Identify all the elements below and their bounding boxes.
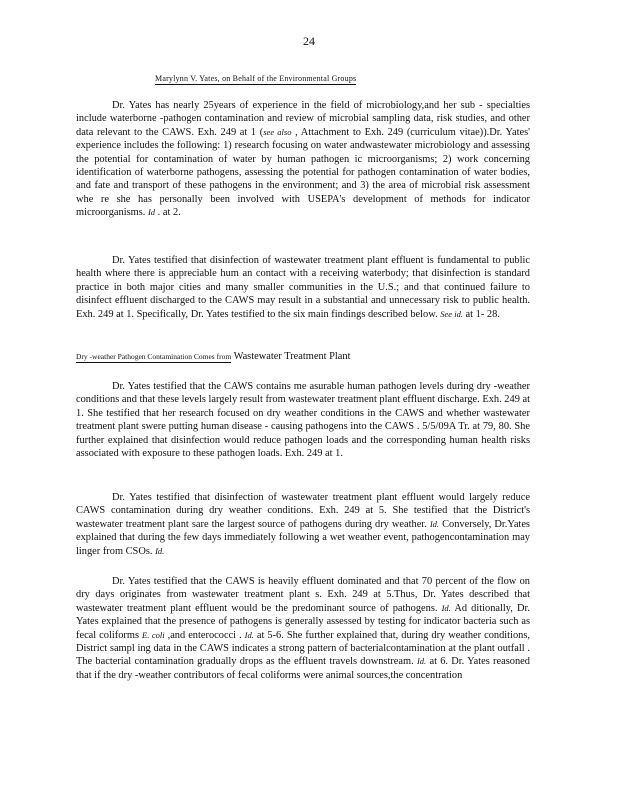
citation-signal: See id. bbox=[440, 308, 463, 319]
citation-signal: Id bbox=[147, 207, 156, 218]
citation-signal: Id. bbox=[155, 545, 165, 556]
text-run: ,and enterococci . bbox=[164, 629, 245, 641]
page-number: 24 bbox=[303, 34, 315, 48]
text-run: Dr. Yates testified that disinfection of wastewater treatment plant effluent would largely reduce CAWS contamination during dry weather conditions. Exh. 249 at 5. She testified that the District's wastewater treatment plant sare the largest source of pathogens during dry weather. bbox=[76, 492, 530, 530]
paragraph-disinfection bbox=[76, 254, 530, 321]
text-run: at 6. Dr. Yates reasoned that if the dry -weather contributors of fecal coliforms were animal sources,the concentration bbox=[76, 656, 530, 681]
text-run: Conversely, Dr.Yates explained that during the few days immediately following a wet weather event, pathogencontamination may linger from CSOs. bbox=[76, 518, 530, 557]
text-run: Dr. Yates testified that disinfection of wastewater treatment plant effluent is fundamental to public health where there is appreciable hum an contact with a receiving waterbody; that disinfection is standard practice in both major cities and many smaller communities in the U.S.; and that continued failure to disinfect effluent discharged to the CAWS may result in a substantial and unnecessary risk to public health. Exh. 249 at 1. Specifically, Dr. Yates testified to the six main findings described below. bbox=[76, 255, 530, 320]
text-run: at 1- 28. bbox=[462, 308, 500, 320]
text-run: Dr. Yates has nearly 25years of experience in the field of microbiology,and her sub - specialties include waterborne -pathogen contamination and review of microbial sampling data, risk studies, and other data relevant to the CAWS. Exh. 249 at 1 ( bbox=[76, 100, 530, 138]
section-heading-part: Wastewater Treatment Plant bbox=[231, 351, 351, 362]
section-heading-part: Dry -weather Pathogen Contamination Comes from bbox=[76, 352, 232, 361]
citation-signal: E. coli bbox=[142, 629, 165, 640]
citation-signal: see also bbox=[263, 126, 292, 137]
section-heading bbox=[76, 351, 351, 362]
paragraph-experience bbox=[76, 99, 530, 220]
text-run: Dr. Yates testified that the CAWS is heavily effluent dominated and that 70 percent of the flow on dry days originates from wastewater treatment plant s. Exh. 249 at 5.Thus, Dr. Yates described that wastewater treatment plant effluent would be the predominant source of pathogens. bbox=[76, 576, 530, 614]
text-run: , Attachment to Exh. 249 (curriculum vitae)).Dr. Yates' experience includes the following: 1) research focusing on water andwastewater microbiology and assessing the potential for contamination of water by human pathogen ic microorganisms; 2) work concerning identification of waterborne pathogens, assessing the potential for pathogen contamination of water bodies, and fate and transport of these pathogens in the environment; and 3) the area of microbial risk assessment whe re she has personally been involved with USEPA's development of methods for indicator microorganisms. bbox=[76, 126, 530, 219]
citation-signal: Id. bbox=[416, 656, 427, 667]
witness-heading: Marylynn V. Yates, on Behalf of the Environmental Groups bbox=[155, 74, 357, 83]
citation-signal: Id. bbox=[441, 602, 451, 613]
paragraph-effluent-dominated bbox=[76, 575, 530, 682]
paragraph-largest-source bbox=[76, 491, 530, 558]
text-run: Dr. Yates testified that the CAWS contains me asurable human pathogen levels during dry -weather conditions and that these levels largely result from wastewater treatment plant effluent discharge. Exh. 249 at 1. She testified that her research focused on dry weather conditions in the CAWS and whether wastewater treatment plant swere putting human disease - causing pathogens into the CAWS . 5/5/09A Tr. at 79, 80. She further explained that disinfection would reduce pathogen loads and the corresponding human health risks associated with exposure to these pathogen loads. Exh. 249 at 1. bbox=[76, 381, 530, 460]
text-run: Ad ditionally, Dr. Yates explained that the presence of pathogens is generally assessed by testing for indicator bacteria such as fecal coliforms bbox=[76, 602, 531, 641]
citation-signal: Id. bbox=[244, 629, 254, 640]
text-run: at 5-6. She further explained that, during dry weather conditions, District sampl ing data in the CAWS indicates a strong pattern of bacterialcontamination at the plant outfall . The bacterial contamination gradually drops as the effluent travels downstream. bbox=[76, 629, 530, 668]
citation-signal: Id. bbox=[429, 518, 440, 529]
paragraph-dry-weather bbox=[76, 380, 530, 460]
text-run: . at 2. bbox=[155, 207, 181, 219]
